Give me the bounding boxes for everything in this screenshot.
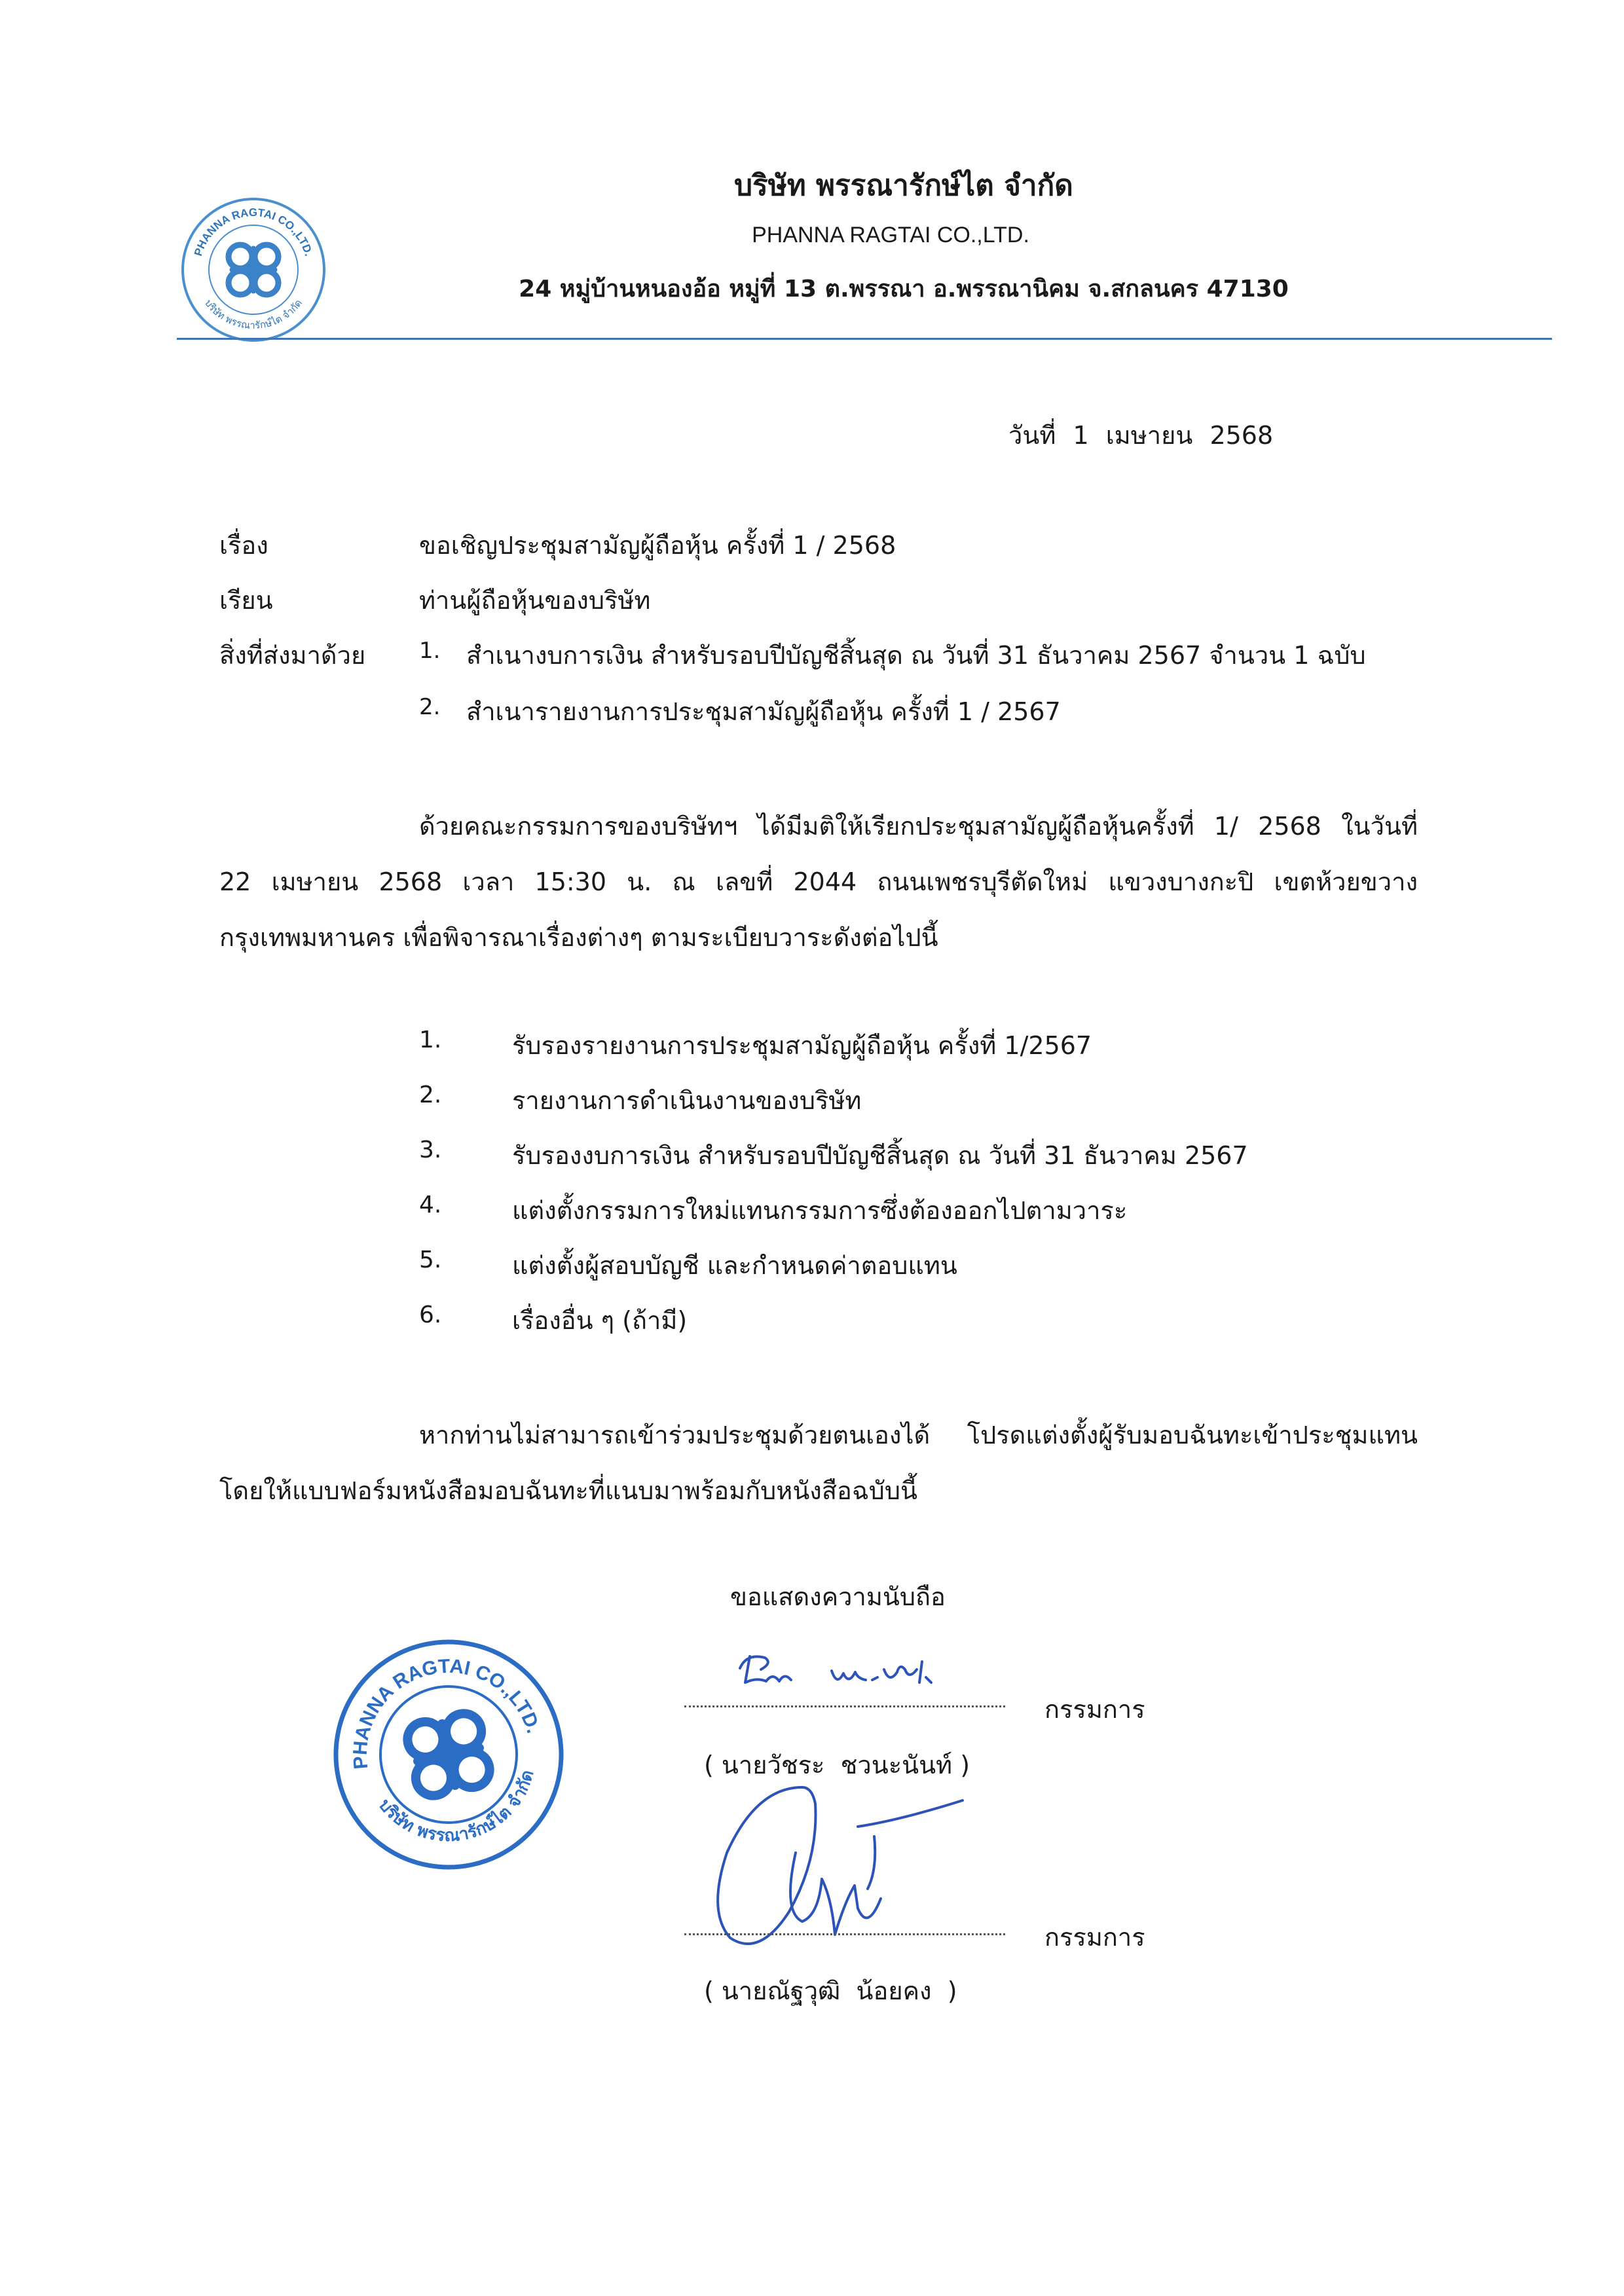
agenda-item: รายงานการดำเนินงานของบริษัท xyxy=(512,1086,862,1115)
svg-text:PHANNA RAGTAI CO.,LTD.: PHANNA RAGTAI CO.,LTD. xyxy=(191,206,316,258)
header-divider xyxy=(177,338,1552,340)
signature-1 xyxy=(727,1643,1008,1699)
signatory-2-name: ( นายณัฐวุฒิ น้อยคง ) xyxy=(704,1977,957,2005)
body-paragraph-line: ด้วยคณะกรรมการของบริษัทฯ ได้มีมติให้เรียกประชุมสามัญผู้ถือหุ้นครั้งที่ 1/ 2568 ในวันที่ xyxy=(419,812,1418,841)
body-paragraph-line: กรุงเทพมหานคร เพื่อพิจารณาเรื่องต่างๆ ตามระเบียบวาระดังต่อไปนี้ xyxy=(219,923,938,952)
body-paragraph-line: โดยให้แบบฟอร์มหนังสือมอบฉันทะที่แนบมาพร้อมกับหนังสือฉบับนี้ xyxy=(219,1476,917,1505)
company-name-thai: บริษัท พรรณารักษ์ไต จำกัด xyxy=(734,169,1073,202)
agenda-number: 5. xyxy=(419,1247,442,1273)
attachments-label: สิ่งที่ส่งมาด้วย xyxy=(219,641,366,670)
company-address: 24 หมู่บ้านหนองอ้อ หมู่ที่ 13 ต.พรรณา อ.พรรณานิคม จ.สกลนคร 47130 xyxy=(519,276,1289,302)
subject-label: เรื่อง xyxy=(219,531,268,560)
closing-salutation: ขอแสดงความนับถือ xyxy=(730,1582,946,1611)
signatory-2-role: กรรมการ xyxy=(1044,1923,1145,1952)
agenda-item: แต่งตั้งกรรมการใหม่แทนกรรมการซึ่งต้องออกไปตามวาระ xyxy=(512,1196,1128,1225)
company-name-english: PHANNA RAGTAI CO.,LTD. xyxy=(752,223,1029,247)
svg-text:บริษัท พรรณารักษ์ไต จำกัด: บริษัท พรรณารักษ์ไต จำกัด xyxy=(374,1768,538,1846)
agenda-number: 2. xyxy=(419,1082,442,1108)
body-paragraph-line: หากท่านไม่สามารถเข้าร่วมประชุมด้วยตนเองได้ โปรดแต่งตั้งผู้รับมอบฉันทะเข้าประชุมแทน xyxy=(419,1421,1418,1449)
signatory-1-role: กรรมการ xyxy=(1044,1695,1145,1724)
body-paragraph-line: 22 เมษายน 2568 เวลา 15:30 น. ณ เลขที่ 2044 ถนนเพชรบุรีตัดใหม่ แขวงบางกะปิ เขตห้วยขวาง xyxy=(219,867,1418,896)
attachment-number: 2. xyxy=(419,694,441,720)
signature-line-2 xyxy=(684,1933,1005,1935)
agenda-number: 6. xyxy=(419,1302,442,1328)
agenda-item: รับรองรายงานการประชุมสามัญผู้ถือหุ้น ครั้งที่ 1/2567 xyxy=(512,1031,1092,1060)
svg-text:บริษัท พรรณารักษ์ไต จำกัด: บริษัท พรรณารักษ์ไต จำกัด xyxy=(202,297,304,332)
letter-date: วันที่ 1 เมษายน 2568 xyxy=(1008,421,1274,450)
agenda-item: รับรองงบการเงิน สำหรับรอบปีบัญชีสิ้นสุด ณ วันที่ 31 ธันวาคม 2567 xyxy=(512,1141,1248,1170)
attachment-number: 1. xyxy=(419,638,441,664)
signature-2 xyxy=(704,1774,979,1964)
attachment-item: สำเนางบการเงิน สำหรับรอบปีบัญชีสิ้นสุด ณ วันที่ 31 ธันวาคม 2567 จำนวน 1 ฉบับ xyxy=(466,641,1366,670)
agenda-number: 1. xyxy=(419,1027,442,1053)
signature-line-1 xyxy=(684,1705,1005,1707)
attachment-item: สำเนารายงานการประชุมสามัญผู้ถือหุ้น ครั้งที่ 1 / 2567 xyxy=(466,697,1061,726)
recipient-label: เรียน xyxy=(219,586,273,615)
company-seal xyxy=(331,1637,566,1872)
recipient-value: ท่านผู้ถือหุ้นของบริษัท xyxy=(419,586,651,615)
agenda-item: เรื่องอื่น ๆ (ถ้ามี) xyxy=(512,1306,688,1335)
agenda-number: 3. xyxy=(419,1137,442,1163)
agenda-item: แต่งตั้งผู้สอบบัญชี และกำหนดค่าตอบแทน xyxy=(512,1251,957,1280)
subject-value: ขอเชิญประชุมสามัญผู้ถือหุ้น ครั้งที่ 1 / 2568 xyxy=(419,531,896,560)
agenda-number: 4. xyxy=(419,1192,442,1218)
svg-text:PHANNA RAGTAI CO.,LTD.: PHANNA RAGTAI CO.,LTD. xyxy=(349,1655,545,1770)
signatory-1-name: ( นายวัชระ ชวนะนันท์ ) xyxy=(704,1751,970,1779)
